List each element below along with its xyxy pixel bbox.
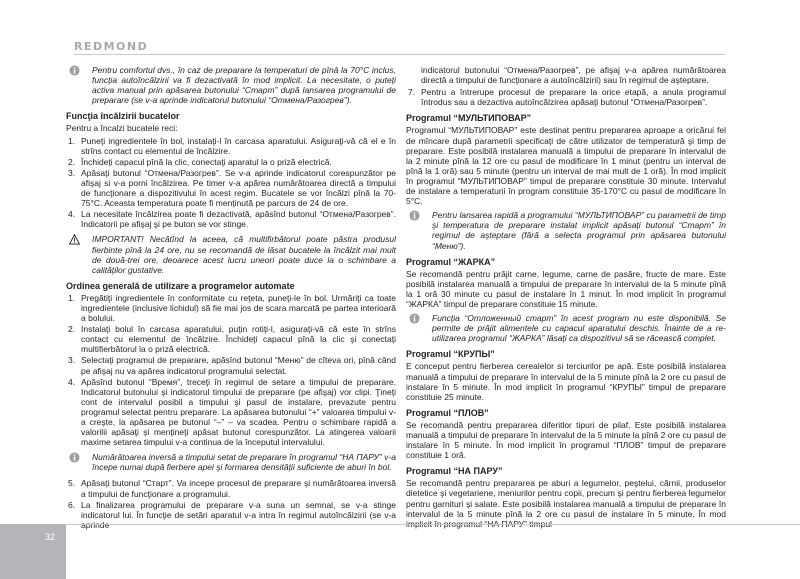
section-heading-general: Ordinea generală de utilizare a programelor automate	[66, 280, 295, 291]
item-number: 1.	[68, 135, 76, 146]
note-text: Pentru comfortul dvs., în caz de preparare la temperaturi de pînă la 70°C inclus, funcţia autoîncălzirii va fi dezactivată în mod implicit. La necesitate, o puteţi activa manual prin apăsarea butonului “Старт” după lansarea programului de preparare (se v-a aprinde indicatorul butonului “Отмена/Разогрев”).	[92, 65, 396, 106]
section-heading-krupy: Programul “КРУПЫ”	[406, 349, 495, 360]
paragraph: Se recomandă pentru prăjit carne, legume, carne de pasăre, fructe de mare. Este posibilă instalarea manuală a timpului de preparare în intervalul de la 5 minute pînă la 1 oră 30 minute cu pasul de instalare în 1 minut. În mod implicit în programul “ЖАРКА” timpul de preparare constituie 15 minute.	[406, 268, 726, 309]
list-item	[66, 478, 396, 498]
item-text: La necesitate încălzirea poate fi dezactivată, apăsînd butonul “Отмена/Разогрев”. Indicatorii pe afişaj şi pe buton se vor stinge.	[81, 209, 396, 230]
note-text: Numărătoarea inversă a timpului setat de preparare în programul “НА ПАРУ” v-a începe numai după fierbere apei şi formarea densităţii suficiente de aburi în bol.	[92, 452, 396, 473]
section-heading-multipovar: Programul “МУЛЬТИПОВАР”	[406, 113, 532, 124]
paragraph: Pentru a încalzi bucatele reci:	[66, 123, 178, 134]
item-text: Apăsaţi butonul “Старт”. Va incepe procesul de preparare şi numărătoarea inversă a timpului de funcţionare a programului.	[81, 478, 396, 499]
general-steps	[66, 293, 396, 447]
footer-rule	[66, 524, 800, 525]
info-note	[406, 210, 726, 250]
list-item	[66, 157, 396, 167]
item-number: 3.	[68, 355, 76, 366]
list-item	[66, 355, 396, 375]
warning-icon	[69, 234, 80, 245]
paragraph: indicatorul butonului “Отмена/Разогрев”, pe afişaj v-a apărea numărătoarea directă a timpului de funcţionare a autoîncălzirii) sau în regimul de aşteptare.	[421, 65, 726, 86]
general-steps-end	[406, 87, 726, 107]
right-column	[406, 65, 726, 531]
item-number: 2.	[68, 156, 76, 167]
paragraph: Se recomandă pentru prepararea pe aburi a legumelor, peştelui, cărnii, produselor dietetice şi vegetariene, meniurilor pentru copii, precum şi pentru fierberea legumelor pentru garnituri şi salate. Este posibilă instalarea manuală a timpului de preparare în intervalul de la 5 minute pînă la 2 ore cu pasul de instalare în 5 minute. În mod implicit în programul “НА ПАРУ” timpul	[406, 478, 726, 529]
list-item	[66, 293, 396, 323]
warning-note	[66, 234, 396, 274]
list-item	[66, 324, 396, 354]
info-icon	[69, 65, 80, 76]
item-number: 4.	[68, 376, 76, 387]
section-heading-reheat: Funcţia încălzirii bucatelor	[66, 111, 180, 122]
item-text: Pregătiţi ingredientele în conformitate cu reţeta, puneţi-le în bol. Urmăriţi ca toate ingredientele (inclusive lichidul) să fie mai jos de scara marcată pe partea interioară a bolului.	[81, 292, 396, 324]
item-number: 5.	[68, 478, 76, 489]
info-icon	[409, 313, 420, 324]
item-text: Pentru a întrerupe procesul de preparare la orice etapă, a anula programul întrodus sau a dezactiva autoîncălzirea apăsaţi butonul “Отмена/Разогрев”.	[421, 87, 726, 108]
item-text: Închideţi capacul pînă la clic, conectaţi aparatul la o priză electrică.	[81, 156, 332, 167]
item-text: Puneţi ingredientele în bol, instalaţi-l în carcasa aparatului. Asiguraţi-vă că el e în strîns contact cu elementul de încălzire.	[81, 135, 396, 156]
left-column	[66, 65, 396, 535]
item-number: 6.	[68, 499, 76, 510]
note-text: IMPORTANT! Necătînd la aceea, că multifirbătorul poate păstra produsul fierbinte pînă la 24 ore, nu se recomandă de lăsat bucatele la încălzit mai mult de două-trei ore, deoarece acest lucru uneori poate duce la o schimbare a calităţilor gustative.	[92, 234, 396, 275]
section-heading-plov: Programul “ПЛОВ”	[406, 407, 489, 418]
reheat-steps	[66, 136, 396, 230]
note-text: Funcţia “Отложенный старт” în acest program nu este disponibilă. Se permite de prăjit alimentele cu capacul aparatului deschis. Înainte de a re-utilizarea programul “ЖАРКА” lăsaţi ca dispozitivul să se răcească complet.	[432, 313, 726, 344]
note-text: Pentru lansarea rapidă a programului “МУЛЬТИПОВАР” cu parametrii de timp şi temperatura de preparare instalat implicit apăsaţi butonul “Старт” în regimul de aşteptare (fără a selecta programul prin apăsarea butonului “Меню”).	[432, 210, 726, 251]
page-number: 32	[45, 532, 56, 542]
info-note	[66, 65, 396, 105]
page-number-tab	[0, 524, 66, 579]
paragraph: Se recomandă pentru prepararea diferitlor tipuri de pilaf. Este posibilă instalarea manuală a timpului de preparare în intervalul de la 5 minute la pînă 2 ore cu pasul de instalare în 5 minute. În mod implicit în programul “ПЛОВ” timpul de preparare constituie 1 oră.	[406, 419, 726, 461]
page-footer	[0, 524, 800, 579]
list-item	[406, 87, 726, 107]
list-item	[66, 168, 396, 208]
list-item	[66, 377, 396, 448]
info-note	[406, 313, 726, 343]
info-note	[66, 452, 396, 472]
brand-logo: REDMOND	[74, 40, 149, 53]
paragraph: Programul “МУЛЬТИПОВАР” este destinat pentru prepararea aproape a oricărui fel de mîncare după parametrii specificaţi de către utilizator de temperatură şi timp de preparare. Este posibilă instalarea manuală a timpului de preparare în intervalul de la 2 minute pînă la 12 ore cu pasul de modificare în 1 minut (pentru un interval de pînă la 1 oră) sau 5 minute (pentru un interval de mai mult de 1 oră). În mod implicit în programul “МУЛЬТИПОВАР” timpul de preparare constituie 30 minute. Intervalul de instalare a temperaturii în program constituie 35-170°C cu pasul de modificare în 5°C.	[406, 125, 726, 207]
item-text: Selectaţi programul de preparare, apăsînd butonul “Меню” de cîteva ori, pînă când pe afişaj nu va apărea indicatorul programului selectat.	[81, 355, 396, 376]
header-rule	[74, 54, 726, 55]
item-number: 3.	[68, 167, 76, 178]
list-item	[66, 209, 396, 229]
section-heading-naparu: Programul “НА ПАРУ”	[406, 466, 503, 477]
item-number: 4.	[68, 209, 76, 220]
section-heading-zharka: Programul “ЖАРКА”	[406, 256, 496, 267]
item-text: La finalizarea programului de preparare v-a suna un semnal, se v-a stinge indicatorul lui. În funcţie de setări aparatul v-a intra în regimul autoîncălzirii (se v-a aprinde	[81, 499, 396, 530]
general-steps-continued	[66, 478, 396, 529]
item-text: Apăsaţi butonul “Отмена/Разогрев”. Se v-a aprinde indicatorul corespunzător pe afişaj si v-a porni încălzirea. Pe timer v-a apărea numărătoarea directă a timpului de funcţionare a dispozitivului în acest regim. Bucatele se vor încălzi pînă la 70-75°C. Aceasta temperatura poate fi menţinută pe parcurs de 24 de ore.	[81, 167, 396, 209]
item-number: 1.	[68, 292, 76, 303]
info-icon	[409, 210, 420, 221]
paragraph: E conceput pentru fierberea cerealelor si terciurilor pe apă. Este posibilă instalarea manuală a timpului de preparare în intervalul de la 5 minute pînă la 2 ore cu pasul de instalare în 5 minute. În mod implicit în programul “КРУПЫ” timpul de preparare constituie 25 minute.	[406, 361, 726, 402]
item-text: Instalaţi bolul în carcasa aparatului, puţin rotiţi-l, asiguraţi-vă că este în strîns contact cu elementul de încălzire. Închideţi capacul pînă la clic şi conectaţi multifierbătorul la o priză electrică.	[81, 324, 396, 355]
item-text: Apăsînd butonul “Время”, treceţi în regimul de setare a timpului de preparare. Indicatorul butonului şi indicatorul timpului de preparare (pe afişaj) vor clipi. Ţineţi cont de intervalul posibil a timpului şi pasul de instalare, prevazute pentru programul selectat pentru preparare. La apăsarea butonului “+” valoarea timpului v-a creşte, la apăsarea pe butonul “–” – va scadea. Pentru o schimbare rapidă a valorilii apăsaţi şi menţineţi apăsat butonul corespunzător. La atingerea valoarii maxime setarea timpului v-a continua de la începutul intervalului.	[81, 376, 396, 448]
info-icon	[69, 452, 80, 463]
list-item	[66, 136, 396, 156]
item-number: 2.	[68, 324, 76, 335]
item-number: 7.	[408, 87, 416, 98]
